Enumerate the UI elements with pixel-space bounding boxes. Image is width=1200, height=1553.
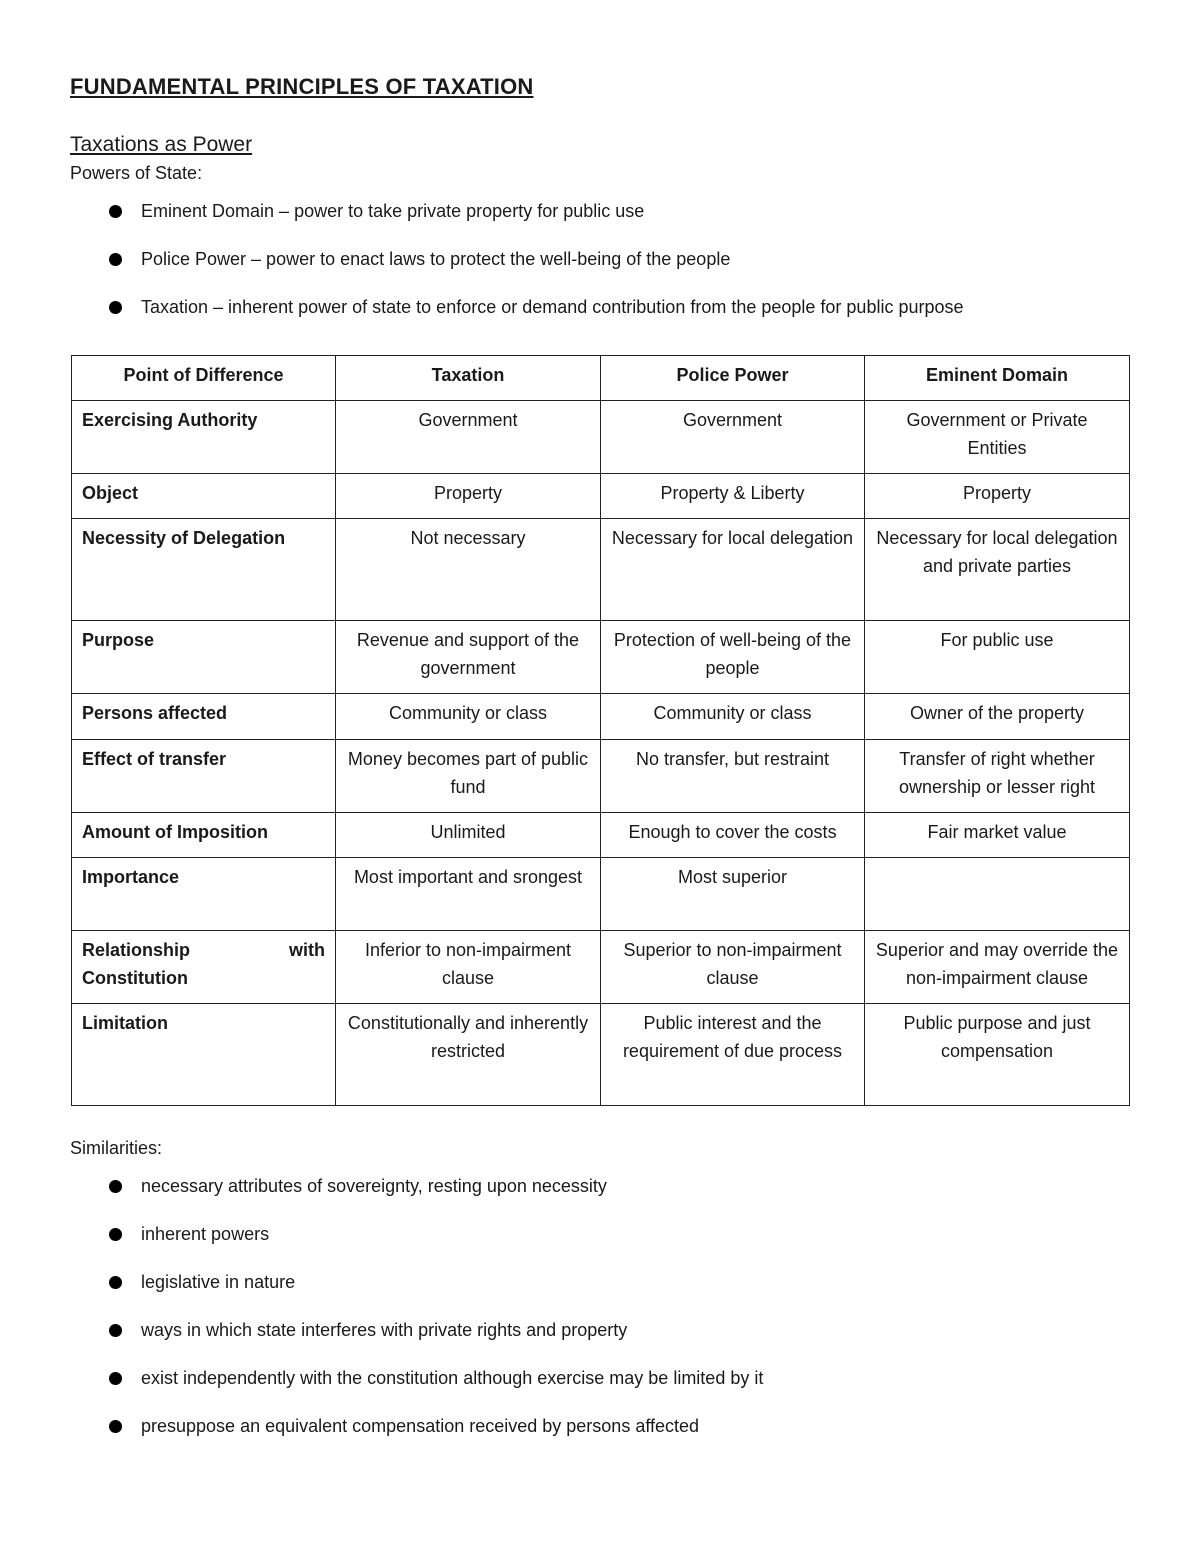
column-header: Point of Difference [72, 356, 336, 401]
table-cell: For public use [865, 621, 1130, 694]
list-item-text: presuppose an equivalent compensation received by persons affected [141, 1416, 700, 1436]
table-header-row [72, 356, 1130, 401]
table-cell: Government [336, 401, 601, 474]
bullet-icon [109, 253, 122, 266]
list-item [70, 1365, 763, 1413]
table-row [72, 1004, 1130, 1106]
list-item [70, 1413, 763, 1461]
row-header: Importance [72, 858, 336, 931]
table-cell: Constitutionally and inherently restricted [336, 1004, 601, 1106]
table-row [72, 621, 1130, 694]
table-row [72, 740, 1130, 813]
bullet-icon [109, 1180, 122, 1193]
list-item [70, 1173, 763, 1221]
table-cell: Public purpose and just compensation [865, 1004, 1130, 1106]
table-cell: Necessary for local delegation and private parties [865, 519, 1130, 621]
table-cell: Protection of well-being of the people [601, 621, 865, 694]
list-item-text: exist independently with the constitution although exercise may be limited by it [141, 1368, 764, 1388]
list-item [70, 294, 964, 342]
list-item-text: inherent powers [141, 1224, 270, 1244]
table-cell: Transfer of right whether ownership or lesser right [865, 740, 1130, 813]
table-row [72, 519, 1130, 621]
bullet-icon [109, 1228, 122, 1241]
table-cell: Enough to cover the costs [601, 813, 865, 858]
table-cell: Community or class [601, 694, 865, 740]
table-cell: Inferior to non-impairment clause [336, 931, 601, 1004]
list-item-text: legislative in nature [141, 1272, 296, 1292]
table-cell: Owner of the property [865, 694, 1130, 740]
table-cell: Public interest and the requirement of due process [601, 1004, 865, 1106]
similarities-list [70, 1173, 763, 1461]
table-cell: Most superior [601, 858, 865, 931]
list-item [70, 1221, 763, 1269]
row-header: Persons affected [72, 694, 336, 740]
table-cell: Property [336, 474, 601, 519]
table-cell: No transfer, but restraint [601, 740, 865, 813]
table-cell: Superior and may override the non-impairment clause [865, 931, 1130, 1004]
table-row [72, 694, 1130, 740]
list-item [70, 246, 964, 294]
table-cell: Money becomes part of public fund [336, 740, 601, 813]
list-item-text: Eminent Domain – power to take private property for public use [141, 201, 645, 221]
row-header: Limitation [72, 1004, 336, 1106]
similarities-label: Similarities: [70, 1138, 163, 1158]
comparison-table [71, 355, 1130, 1106]
column-header: Taxation [336, 356, 601, 401]
table-cell: Not necessary [336, 519, 601, 621]
row-header: Exercising Authority [72, 401, 336, 474]
table-row [72, 474, 1130, 519]
document-title: FUNDAMENTAL PRINCIPLES OF TAXATION [70, 74, 534, 99]
list-item-text: ways in which state interferes with private rights and property [141, 1320, 628, 1340]
bullet-icon [109, 1420, 122, 1433]
table-cell: Community or class [336, 694, 601, 740]
row-header: Object [72, 474, 336, 519]
table-row [72, 401, 1130, 474]
column-header: Eminent Domain [865, 356, 1130, 401]
table-cell: Necessary for local delegation [601, 519, 865, 621]
row-header: Purpose [72, 621, 336, 694]
table-cell: Fair market value [865, 813, 1130, 858]
row-header: Effect of transfer [72, 740, 336, 813]
table-cell: Most important and srongest [336, 858, 601, 931]
list-item-text: Taxation – inherent power of state to enforce or demand contribution from the people for public purpose [141, 297, 964, 317]
table-cell: Property & Liberty [601, 474, 865, 519]
table-cell [865, 858, 1130, 931]
table-row [72, 813, 1130, 858]
row-header: Amount of Imposition [72, 813, 336, 858]
list-item-text: Police Power – power to enact laws to protect the well-being of the people [141, 249, 731, 269]
list-item-text: necessary attributes of sovereignty, resting upon necessity [141, 1176, 607, 1196]
bullet-icon [109, 205, 122, 218]
table-row [72, 931, 1130, 1004]
table-cell: Property [865, 474, 1130, 519]
bullet-icon [109, 301, 122, 314]
list-item [70, 1269, 763, 1317]
row-header: Necessity of Delegation [72, 519, 336, 621]
table-cell: Superior to non-impairment clause [601, 931, 865, 1004]
bullet-icon [109, 1372, 122, 1385]
powers-list [70, 198, 964, 342]
list-item [70, 1317, 763, 1365]
row-header: Relationship with Constitution [72, 931, 336, 1004]
table-cell: Government [601, 401, 865, 474]
powers-label: Powers of State: [70, 163, 203, 183]
table-cell: Unlimited [336, 813, 601, 858]
column-header: Police Power [601, 356, 865, 401]
section-heading: Taxations as Power [70, 133, 253, 156]
table-cell: Government or Private Entities [865, 401, 1130, 474]
list-item [70, 198, 964, 246]
table-row [72, 858, 1130, 931]
table-cell: Revenue and support of the government [336, 621, 601, 694]
bullet-icon [109, 1276, 122, 1289]
bullet-icon [109, 1324, 122, 1337]
